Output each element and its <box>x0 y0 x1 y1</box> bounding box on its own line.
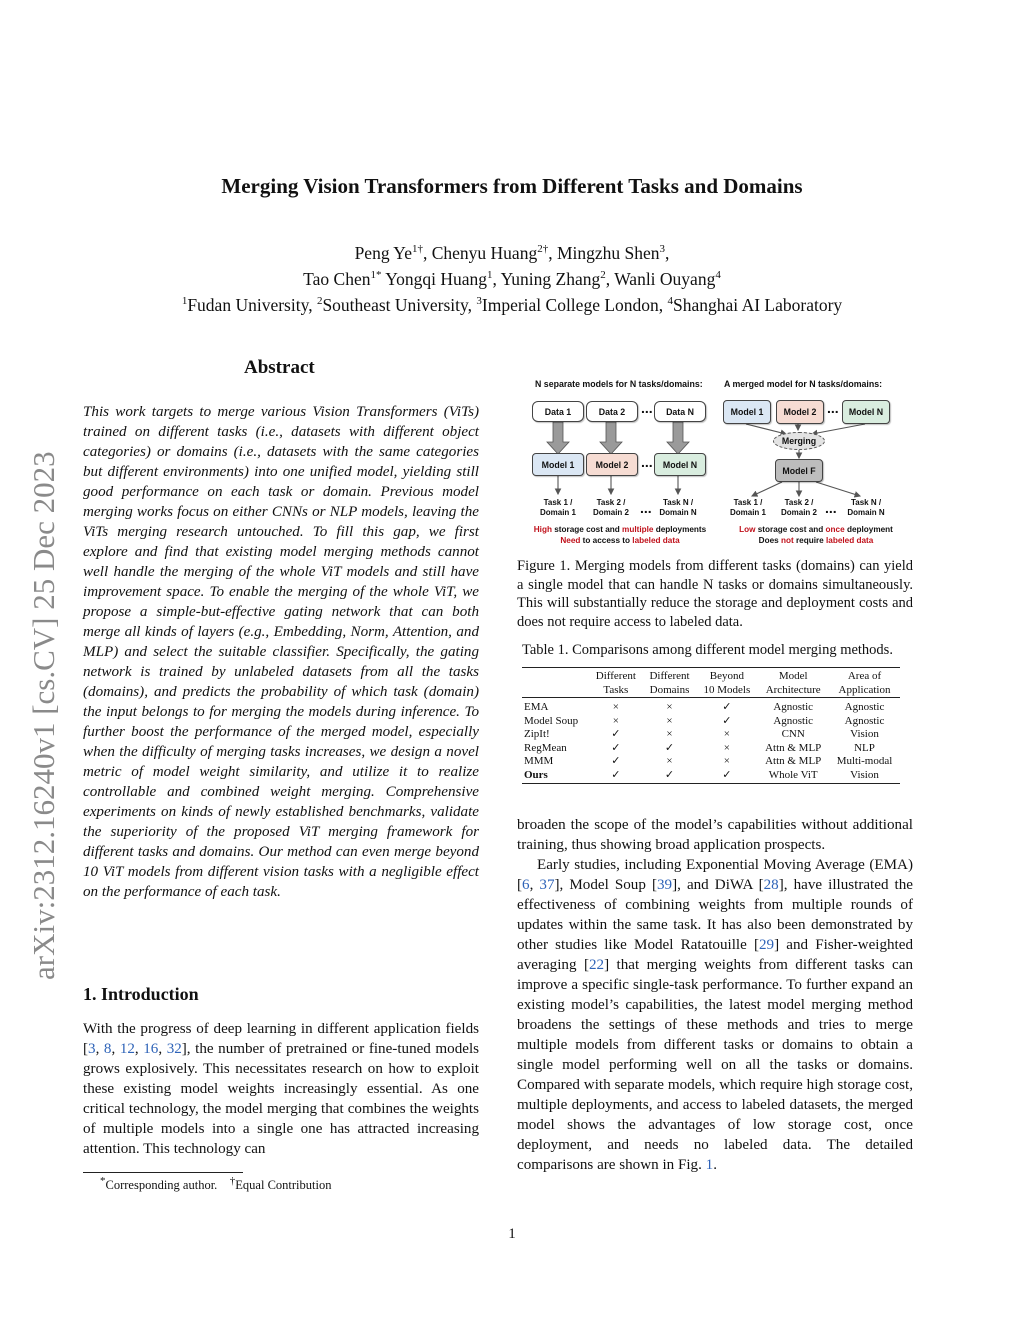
text-run: , <box>134 1041 144 1057</box>
table-row <box>522 742 900 756</box>
right-paragraph-2 <box>517 855 913 1175</box>
citation-link: 29 <box>759 937 775 953</box>
text-run: , <box>95 1041 104 1057</box>
affiliation-separator: , <box>467 295 477 315</box>
header-cell <box>589 670 643 698</box>
ellipsis: ... <box>827 400 839 416</box>
comparison-table <box>522 670 900 782</box>
author-name: Chenyu Huang <box>431 243 538 263</box>
affiliation-mark: 4 <box>667 295 674 308</box>
author-separator: , <box>492 269 501 289</box>
author-name: Mingzhu Shen <box>556 243 660 263</box>
affiliation-separator: , <box>308 295 317 315</box>
author-separator: , <box>548 243 557 263</box>
left-model-2: Model 2 <box>586 453 638 476</box>
author-name: Tao Chen <box>303 269 371 289</box>
table-cell: Attn & MLP <box>765 755 822 767</box>
table-row <box>522 715 900 729</box>
text-run: , <box>529 877 540 893</box>
affiliations <box>0 292 1024 318</box>
right-note-line-1 <box>716 524 916 535</box>
header-cell <box>757 670 829 698</box>
header-cell <box>696 670 757 698</box>
affiliation-mark: 2 <box>316 295 323 308</box>
author-separator: , <box>605 269 615 289</box>
authors-line-2 <box>0 266 1024 292</box>
text-run: . <box>713 1157 717 1173</box>
figure-caption: Figure 1. Merging models from different tasks (domains) can yield a single model that can handle N tasks or domains simultaneously. This will substantially reduce the storage and deployment costs and does not require access to labeled data. <box>517 558 913 630</box>
left-task-1: Task 1 / Domain 1 <box>539 498 576 517</box>
note-text: deployment <box>844 525 893 534</box>
method-name-cell: Model Soup <box>524 714 579 727</box>
table-cell: × <box>723 741 730 754</box>
highlight-text: once <box>825 525 845 534</box>
table-cell: ✓ <box>611 755 621 767</box>
citation-link: 1 <box>705 1157 714 1173</box>
right-task-n: Task N / Domain N <box>847 498 885 517</box>
header-line: Area of <box>847 670 882 682</box>
table-header-row <box>522 670 900 698</box>
header-line: Different <box>595 670 636 682</box>
highlight-text: Low <box>739 525 756 534</box>
table-cell: Agnostic <box>773 714 814 727</box>
text-run: ], and DiWA [ <box>672 877 764 893</box>
data-box-2: Data 2 <box>586 401 638 422</box>
text-run: , <box>158 1041 167 1057</box>
data-box-1: Data 1 <box>532 401 584 422</box>
author-name: Wanli Ouyang <box>614 269 716 289</box>
author-affiliation-mark: 2† <box>537 243 549 256</box>
method-name-cell: Ours <box>524 768 548 781</box>
citation-link: 37 <box>539 877 555 893</box>
authors-line-1 <box>0 240 1024 266</box>
header-line: Different <box>649 670 690 682</box>
left-model-n: Model N <box>654 453 706 476</box>
highlight-text: labeled data <box>826 536 874 545</box>
table-cell: Whole ViT <box>768 768 818 781</box>
left-note-line-2 <box>520 535 720 546</box>
left-note-line-1 <box>520 524 720 535</box>
note-text: require <box>793 536 826 545</box>
author-name: Yongqi Huang <box>385 269 487 289</box>
table-cell: Agnostic <box>844 714 885 727</box>
citation-link: 22 <box>588 957 605 973</box>
author-affiliation-mark: 1† <box>411 243 423 256</box>
note-text: Does <box>758 536 781 545</box>
table-cell: ✓ <box>664 741 675 754</box>
text-run: ], have illustrated the effectiveness of combining weights from multiple rounds of updates within the same task. It has also been demonstrated by other studies like Model Ratatouille [ <box>517 877 913 953</box>
header-line: Tasks <box>603 683 629 696</box>
page-number: 1 <box>508 1226 516 1242</box>
highlight-text: multiple <box>622 525 654 534</box>
highlight-text: labeled data <box>632 536 680 545</box>
affiliation-name: Shanghai AI Laboratory <box>673 295 843 315</box>
text-run: ], the number of pretrained or fine-tuned models grows explosively. This necessitates research on how to exploit these existing model weights increasingly essential. As one critical technology, the model merging that combines the weights of multiple models into a single one has attracted increasing attention. This technology can <box>83 1041 480 1157</box>
right-note <box>716 524 916 546</box>
left-task-2: Task 2 / Domain 2 <box>592 498 629 517</box>
left-panel-title: N separate models for N tasks/domains: <box>535 379 703 389</box>
method-name-cell: ZipIt! <box>524 728 550 740</box>
right-paragraph-1: broaden the scope of the model’s capabilities without additional training, thus showing broad application prospects. <box>517 817 913 853</box>
table-cell: Agnostic <box>757 698 829 715</box>
table-cell: Vision <box>850 768 879 781</box>
table-cell: ✓ <box>664 768 675 781</box>
citation-link: 32 <box>166 1041 182 1057</box>
author-affiliation-mark: 1* <box>370 269 382 282</box>
author-affiliation-mark: 3 <box>659 243 666 256</box>
affiliation-name: Imperial College London <box>481 295 659 315</box>
header-line: Model <box>778 670 808 682</box>
table-cell: × <box>666 728 673 740</box>
right-model-1: Model 1 <box>723 400 771 424</box>
text-run: Early studies, including Exponential Moving Average (EMA) [ <box>517 857 913 893</box>
header-line: Beyond <box>709 670 744 682</box>
footnote-rule <box>83 1172 243 1173</box>
table-cell: ✓ <box>611 768 621 781</box>
citation-link: 28 <box>763 877 779 893</box>
table-cell: × <box>723 755 730 767</box>
affiliation-mark: 1 <box>181 295 188 308</box>
ellipsis: ... <box>641 454 653 470</box>
table-cell: × <box>589 698 643 715</box>
author-block <box>0 240 1024 318</box>
table-cell: Attn & MLP <box>765 741 822 754</box>
table-cell: Agnostic <box>829 698 900 715</box>
citation-link: 3 <box>88 1041 96 1057</box>
comparison-table-wrapper <box>522 667 900 784</box>
model-to-task-arrows-right <box>752 482 860 496</box>
figure-1 <box>520 372 916 548</box>
ellipsis: ... <box>825 500 837 516</box>
table-cell: × <box>723 728 730 740</box>
right-model-n: Model N <box>842 400 890 424</box>
affiliation-separator: , <box>658 295 668 315</box>
table-cell: Vision <box>850 728 879 740</box>
left-model-1: Model 1 <box>532 453 584 476</box>
method-name-cell: EMA <box>522 698 589 715</box>
highlight-text: Need <box>560 536 581 545</box>
author-affiliation-mark: 4 <box>715 269 721 282</box>
ellipsis: ... <box>640 500 652 516</box>
method-name-cell: MMM <box>524 755 554 767</box>
affiliation-name: Southeast University <box>322 295 468 315</box>
table-cell: × <box>666 714 673 727</box>
citation-link: 6 <box>522 877 530 893</box>
right-panel-title: A merged model for N tasks/domains: <box>724 379 883 389</box>
table-row <box>522 698 900 715</box>
table-cell: Multi-modal <box>836 755 893 767</box>
data-box-n: Data N <box>654 401 706 422</box>
highlight-text: High <box>533 525 552 534</box>
right-note-line-2 <box>716 535 916 546</box>
merged-model: Model F <box>775 459 823 482</box>
abstract-heading: Abstract <box>244 357 315 378</box>
text-run: , <box>111 1041 120 1057</box>
note-text: storage cost and <box>755 525 826 534</box>
right-task-2: Task 2 / Domain 2 <box>780 498 817 517</box>
merging-cloud: Merging <box>773 432 825 450</box>
text-run: ] that merging weights from different tasks can improve a specific single-task performance. To further expand an existing model’s capabilities, the latest model merging method broadens the settings of these methods and tries to merge multiple models from different tasks or domains to obtain a single model performing well on all the tasks or domains. Compared with separate models, which require high storage cost, multiple deployments, and access to labeled datasets, the merged model shows the advantages of low storage cost, once deployment, and needs no labeled data. The detailed comparisons are shown in Fig. <box>517 957 913 1173</box>
paper-title: Merging Vision Transformers from Different Tasks and Domains <box>221 174 803 198</box>
method-name-cell: RegMean <box>524 741 567 754</box>
abstract-text: This work targets to merge various Vision Transformers (ViTs) trained on different tasks (i.e., datasets with different object categories) or domains (i.e., datasets with the same categories but different environments) into one unified model, yielding still good performance on each task or domain. Previous model merging works focus on either CNNs or NLP models, leaving the ViTs merging research untouched. To fill this gap, we first explore and find that existing model merging methods cannot well handle the merging of the whole ViT models and still have improvement space. To enable the merging of the whole ViT, we propose a simple-but-effective gating network that can both merge all kinds of layers (e.g., Embedding, Norm, Attention, and MLP) and select the suitable classifier. Specifically, the gating network is trained by unlabeled datasets from all the tasks (domains), and predicts the probability of which task (domain) the input belongs to for merging the models during inference. To further boost the performance of the merged model, especially when the difficulty of merging tasks increases, we design a novel metric of model weight similarity, and utilize it to realize controllable and combined weight merging. Comprehensive experiments on kinds of newly established benchmarks, validate the superiority of the proposed ViT merging framework for different tasks and domains. Our method can even merge beyond 10 ViT models from different vision tasks with a negligible effect on the performance of each task. <box>83 404 479 900</box>
citation-link: 12 <box>119 1041 135 1057</box>
right-task-1: Task 1 / Domain 1 <box>729 498 766 517</box>
table-cell: CNN <box>781 728 805 740</box>
affiliation-name: Fudan University <box>187 295 309 315</box>
author-affiliation-mark: 1 <box>486 269 493 282</box>
header-line: Domains <box>649 683 690 696</box>
introduction-heading: 1. Introduction <box>83 984 199 1004</box>
table-cell: ✓ <box>611 741 621 754</box>
text-run: ], Model Soup [ <box>554 877 657 893</box>
note-text: to access to <box>580 536 633 545</box>
left-task-n: Task N / Domain N <box>659 498 697 517</box>
table-caption: Table 1. Comparisons among different model merging methods. <box>522 642 893 658</box>
author-affiliation-mark: 2 <box>600 269 606 282</box>
footnote: *Corresponding author. †Equal Contribution <box>100 1174 332 1192</box>
author-separator: , <box>665 243 670 263</box>
table-cell: ✓ <box>722 768 732 781</box>
model-to-task-arrows-left <box>558 476 678 494</box>
arxiv-identifier: arXiv:2312.16240v1 [cs.CV] 25 Dec 2023 <box>26 451 61 980</box>
table-cell: × <box>612 714 619 727</box>
affiliation-mark: 3 <box>476 295 482 308</box>
left-note <box>520 524 720 546</box>
citation-link: 8 <box>103 1041 112 1057</box>
author-name: Yuning Zhang <box>500 269 601 289</box>
note-text: storage cost and <box>551 525 623 534</box>
citation-link: 16 <box>143 1041 159 1057</box>
header-line: Architecture <box>765 683 821 696</box>
ellipsis: ... <box>641 400 653 416</box>
author-separator: , <box>422 243 432 263</box>
note-text: deployments <box>653 525 707 534</box>
header-line: Application <box>838 683 891 696</box>
data-to-model-arrows <box>547 422 689 454</box>
table-cell: ✓ <box>696 698 757 715</box>
highlight-text: not <box>780 536 794 545</box>
right-model-2: Model 2 <box>776 400 824 424</box>
author-name: Peng Ye <box>354 243 412 263</box>
table-cell: NLP <box>854 741 875 754</box>
table-cell: × <box>643 698 697 715</box>
header-method <box>522 670 589 698</box>
table-cell: × <box>666 755 673 767</box>
table-row <box>522 755 900 769</box>
text-run: With the progress of deep learning in different application fields [ <box>83 1021 479 1057</box>
citation-link: 39 <box>656 877 673 893</box>
introduction-paragraph <box>83 1019 479 1159</box>
header-line: 10 Models <box>703 683 751 696</box>
table-cell: ✓ <box>611 728 621 740</box>
text-run: ] and Fisher-weighted averaging [ <box>517 937 913 973</box>
table-row <box>522 769 900 783</box>
header-cell <box>643 670 697 698</box>
table-cell: ✓ <box>722 714 732 727</box>
header-cell <box>829 670 900 698</box>
table-row <box>522 728 900 742</box>
